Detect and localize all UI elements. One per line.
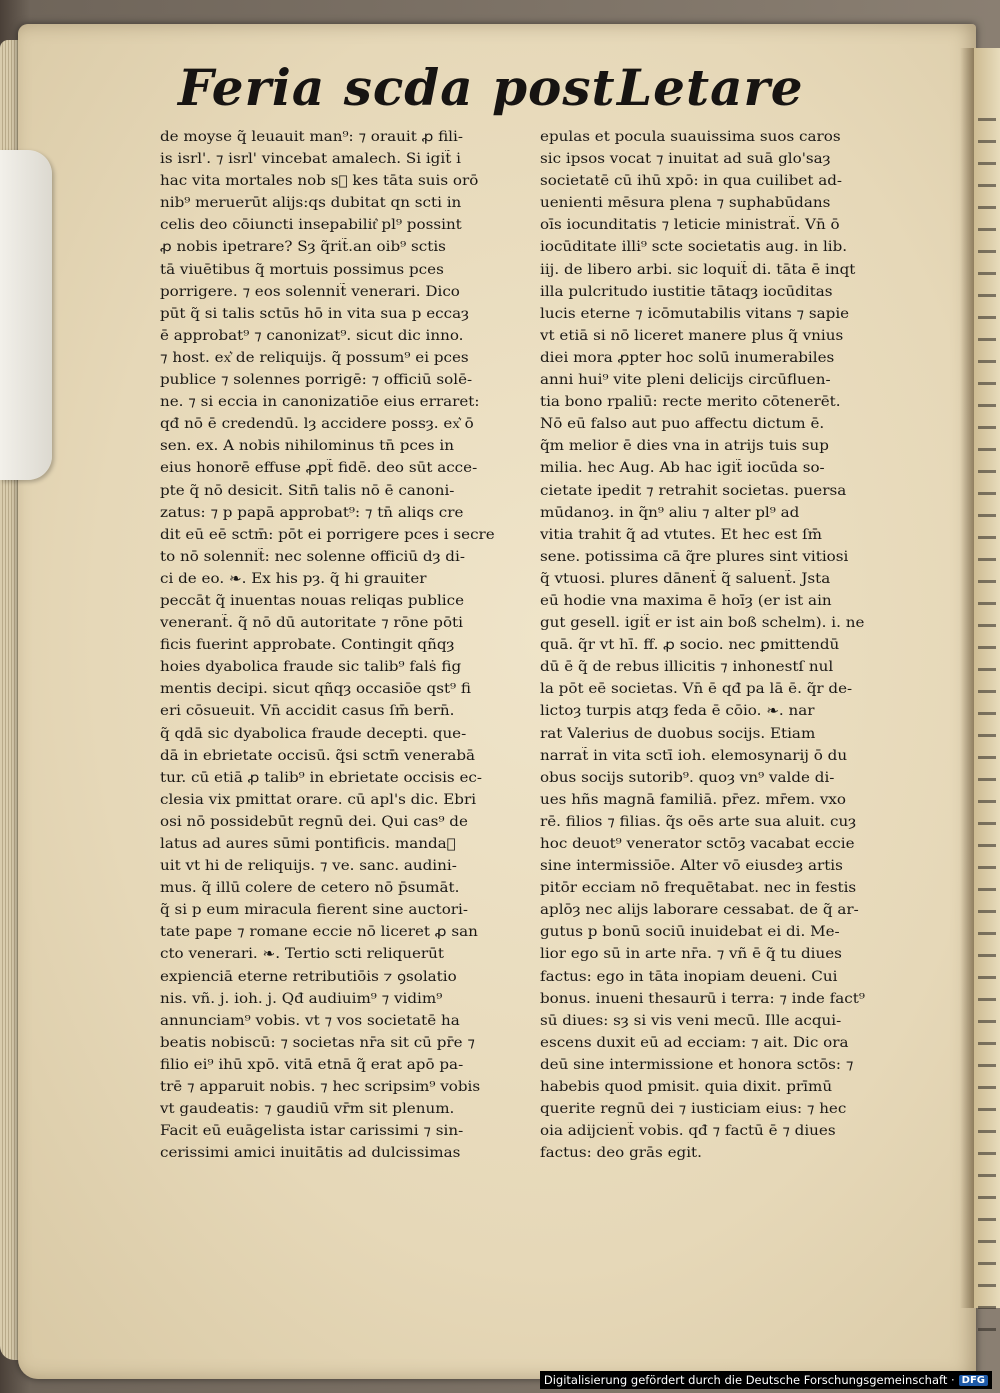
text-line: hoc deuot⁹ venerator sctōȝ vacabat eccie [540,836,855,852]
text-line: pūt q̃ si talis sctūs hō in vita sua p eccaȝ [160,305,470,322]
text-line: hoies dyabolica fraude sic talib⁹ falṡ fig [160,659,462,676]
text-line: mus. q̃ illū colere de cetero nō p̄sumāt. [160,880,460,897]
dfg-logo: DFG [959,1375,988,1386]
text-line: illa pulcritudo iustitie tātaqȝ iocūditas [540,283,833,300]
text-line: eri cōsueuit. Vn̄ accidit casus ſm̄ bern̄. [160,703,455,720]
text-line: rat Valerius de duobus socijs. Etiam [540,725,816,742]
text-line: quā. q̃r vt hī. ff. ꝓ socio. nec ꝑmittendū [540,637,840,654]
page-gutter [960,48,974,1308]
text-line: sen. ex. A nobis nihilominus tn̄ pces in [160,438,454,455]
text-line: hac vita mortales nob sᷓ kes tāta suis orō [160,173,479,190]
text-line: peccāt q̃ inuentas nouas reliqas publice [160,592,465,609]
text-line: nis. vñ. j. ioh. j. Qđ audiuim⁹ ⁊ vidim⁹ [160,990,443,1007]
text-line: pitōr ecciam nō frequētabat. nec in festis [540,880,857,897]
text-line: vitia trahit q̃ ad vtutes. Et hec est ſm̄ [540,526,823,543]
text-line: annunciam⁹ vobis. vt ⁊ vos societatē ha [160,1012,460,1029]
text-line: ne. ⁊ si eccia in canonizatiōe eius erraret: [160,394,480,411]
text-line: ⁊ host. ex͛ de reliquijs. q̃ possum⁹ ei pces [160,349,469,366]
text-line: ci de eo. ❧. Ex his pȝ. q̃ hi grauiter [160,570,427,587]
text-line: clesia vix pmittat orare. cū apl's dic. Ebri [160,791,477,808]
text-line: eius honorē effuse ꝓpt̃ fidē. deo sūt acce- [160,460,478,477]
text-column-right [540,126,885,1164]
text-line: q̃ si p eum miracula fierent sine auctori- [160,902,468,919]
text-line: is isrl'. ⁊ isrl' vincebat amalech. Si igit̃ i [160,151,461,168]
text-line: oia adijcient̃ vobis. qđ ⁊ factū ē ⁊ diues [540,1123,836,1140]
text-line: q̃ vtuosi. plures dānent̃ q̃ saluent̃. Jsta [540,570,831,587]
text-line: iocūditate illi⁹ scte societatis aug. in lib. [540,239,848,256]
text-line: lior ego sū in arte nr̄a. ⁊ vñ ē q̃ tu diues [540,946,842,963]
text-line: la pōt eē societas. Vn̄ ē qđ pa lā ē. q̃r de- [540,681,853,698]
text-line: dit eū eē sctm̄: pōt ei porrigere pces i secre [160,526,495,543]
text-line: ē approbat⁹ ⁊ canonizat⁹. sicut dic inno. [160,327,464,344]
text-line: trē ⁊ apparuit nobis. ⁊ hec scripsim⁹ vobis [160,1079,481,1096]
text-line: gutus p bonū sociū inuidebat ei di. Me- [540,924,840,941]
text-line: habebis quod pmisit. quia dixit. prīmū [540,1079,833,1096]
text-line: publice ⁊ solennes porrigē: ⁊ officiū solē- [160,372,473,389]
text-line: celis deo cōiuncti insepabilit͛ pl⁹ possint [160,217,462,234]
text-line: q̃m melior ē dies vna in atrijs tuis sup [540,438,829,455]
text-line: eū hodie vna maxima ē hoīȝ (er ist ain [540,592,832,609]
digitization-footer [540,1371,992,1389]
text-line: ficis fuerint approbate. Contingit qñqȝ [160,637,455,654]
facing-page-text-traces [978,118,996,1338]
text-line: dā in ebrietate occisū. q̃si sctm̄ venerabā [160,747,476,764]
text-line: porrigere. ⁊ eos solennit̃ venerari. Dico [160,283,460,300]
text-line: expienciā eterne retributiōis ⁊ ꝯsolatio [160,968,457,985]
text-line: dū ē q̃ de rebus illicitis ⁊ inhonestſ nul [540,659,834,676]
text-line: lictoȝ turpis atqȝ feda ē cōio. ❧. nar [540,703,815,720]
text-line: cto venerari. ❧. Tertio scti reliquerūt [160,946,444,963]
text-line: cietate ipedit ⁊ retrahit societas. puersa [540,482,847,499]
text-line: anni hui⁹ vite pleni delicijs circūfluen- [540,372,831,389]
text-line: sic ipsos vocat ⁊ inuitat ad suā glo'saȝ [540,151,831,168]
text-line: tā viuētibus q̃ mortuis possimus pces [160,261,444,278]
text-line: ues hñs magnā familiā. pr̄ez. mr̄em. vxo [540,791,847,808]
text-line: to nō solennit̃: nec solenne officiū dȝ di- [160,548,465,565]
paper-slip [0,150,52,480]
text-line: q̃ qdā sic dyabolica fraude decepti. que- [160,725,467,742]
text-line: qđ nō ē credendū. lȝ accidere possȝ. ex͛ ō [160,416,474,433]
text-line: epulas et pocula suauissima suos caros [540,129,841,145]
text-line: querite regnū dei ⁊ iusticiam eius: ⁊ hec [540,1101,847,1118]
text-line: factus: ego in tāta inopiam deueni. Cui [540,968,838,985]
text-column-left [160,126,505,1164]
text-line: mūdanoȝ. in q̃n⁹ aliu ⁊ alter pl⁹ ad [540,504,800,521]
text-line: tate pape ⁊ romane eccie nō liceret ꝓ san [160,924,478,941]
text-line: sene. potissima cā q̃re plures sint vitiosi [540,548,849,565]
text-line: narrat̃ in vita sctī ioh. elemosynarij ō du [540,747,848,764]
footer-text: Digitalisierung gefördert durch die Deutsche Forschungsgemeinschaft · [543,1373,955,1387]
text-line: filio ei⁹ ihū xpō. vitā etnā q̃ erat apō pa- [160,1056,464,1073]
text-line: societatē cū ihū xpō: in qua cuilibet ad- [540,173,843,190]
running-head-right: Letare [617,58,804,117]
text-line: bonus. inueni thesaurū i terra: ⁊ inde fact⁹ [540,990,865,1007]
text-line: uit vt hi de reliquijs. ⁊ ve. sanc. audini- [160,858,457,875]
text-line: lucis eterne ⁊ icōmutabilis vitans ⁊ sapie [540,305,850,322]
text-line: oīs iocunditatis ⁊ leticie ministrat̃. Vn̄ ō [540,217,840,234]
text-line: Facit eū euāgelista istar carissimi ⁊ sin- [160,1123,464,1140]
text-line: beatis nobiscū: ⁊ societas nr̄a sit cū pr̄e ⁊ [160,1034,475,1051]
text-line: cerissimi amici inuitātis ad dulcissimas [160,1145,461,1162]
text-line: nib⁹ meruerūt alijs:qs dubitat qn scti in [160,195,462,212]
text-line: vt etiā si nō liceret manere plus q̃ vnius [540,327,844,344]
text-line: ꝓ nobis ipetrare? Sȝ q̃rit̃.an oib⁹ sctis [160,239,446,256]
text-line: venerant̃. q̃ nō dū autoritate ⁊ rōne pōti [160,615,463,632]
running-head-left: Feria scda post [178,58,616,117]
text-line: osi nō possidebūt regnū dei. Qui cas⁹ de [160,813,468,830]
text-line: mentis decipi. sicut qñqȝ occasiōe qst⁹ fi [160,681,472,698]
text-line: tur. cū etiā ꝓ talib⁹ in ebrietate occisis ec- [160,769,483,786]
text-line: sine intermissiōe. Alter vō eiusdeȝ artis [540,858,843,875]
text-line: aplōȝ nec alijs laborare cessabat. de q̃ ar- [540,902,859,919]
text-line: zatus: ⁊ p papā approbat⁹: ⁊ tn̄ aliqs cre [160,504,464,521]
facing-page-edge [974,48,1000,1308]
text-line: escens duxit eū ad ecciam: ⁊ ait. Dic ora [540,1034,849,1051]
text-line: deū sine intermissione et honora sctōs: ⁊ [540,1056,854,1073]
text-line: gut gesell. igit̃ er ist ain boß schelm). i. ne [540,615,865,632]
text-line: vt gaudeatis: ⁊ gaudiū vr̄m sit plenum. [160,1101,455,1118]
text-line: pte q̃ nō desicit. Sitn̄ talis nō ē canoni- [160,482,455,499]
text-line: sū diues: sȝ si vis veni mecū. Ille acqui- [540,1012,842,1029]
text-line: diei mora ꝓpter hoc solū inumerabiles [540,349,835,366]
text-line: factus: deo grās egit. [540,1145,702,1162]
text-line: latus ad aures sūmi pontificis. mandaᷓ [160,836,456,852]
text-line: Nō eū falso aut puo affectu dictum ē. [540,416,825,433]
text-line: milia. hec Aug. Ab hac igit̃ iocūda so- [540,460,825,477]
text-line: uenienti mēsura plena ⁊ suphabūdans [540,195,831,212]
text-line: tia bono rpaliū: recte merito cōtenerēt. [540,394,841,411]
text-line: rē. filios ⁊ filias. q̃s oēs arte sua aluit. cuȝ [540,813,857,830]
text-line: obus socijs sutorib⁹. quoȝ vn⁹ valde di- [540,769,835,786]
text-line: iij. de libero arbi. sic loquit̃ di. tāta ē inqt [540,261,856,278]
text-line: de moyse q̃ leuauit man⁹: ⁊ orauit ꝓ fili- [160,129,463,145]
